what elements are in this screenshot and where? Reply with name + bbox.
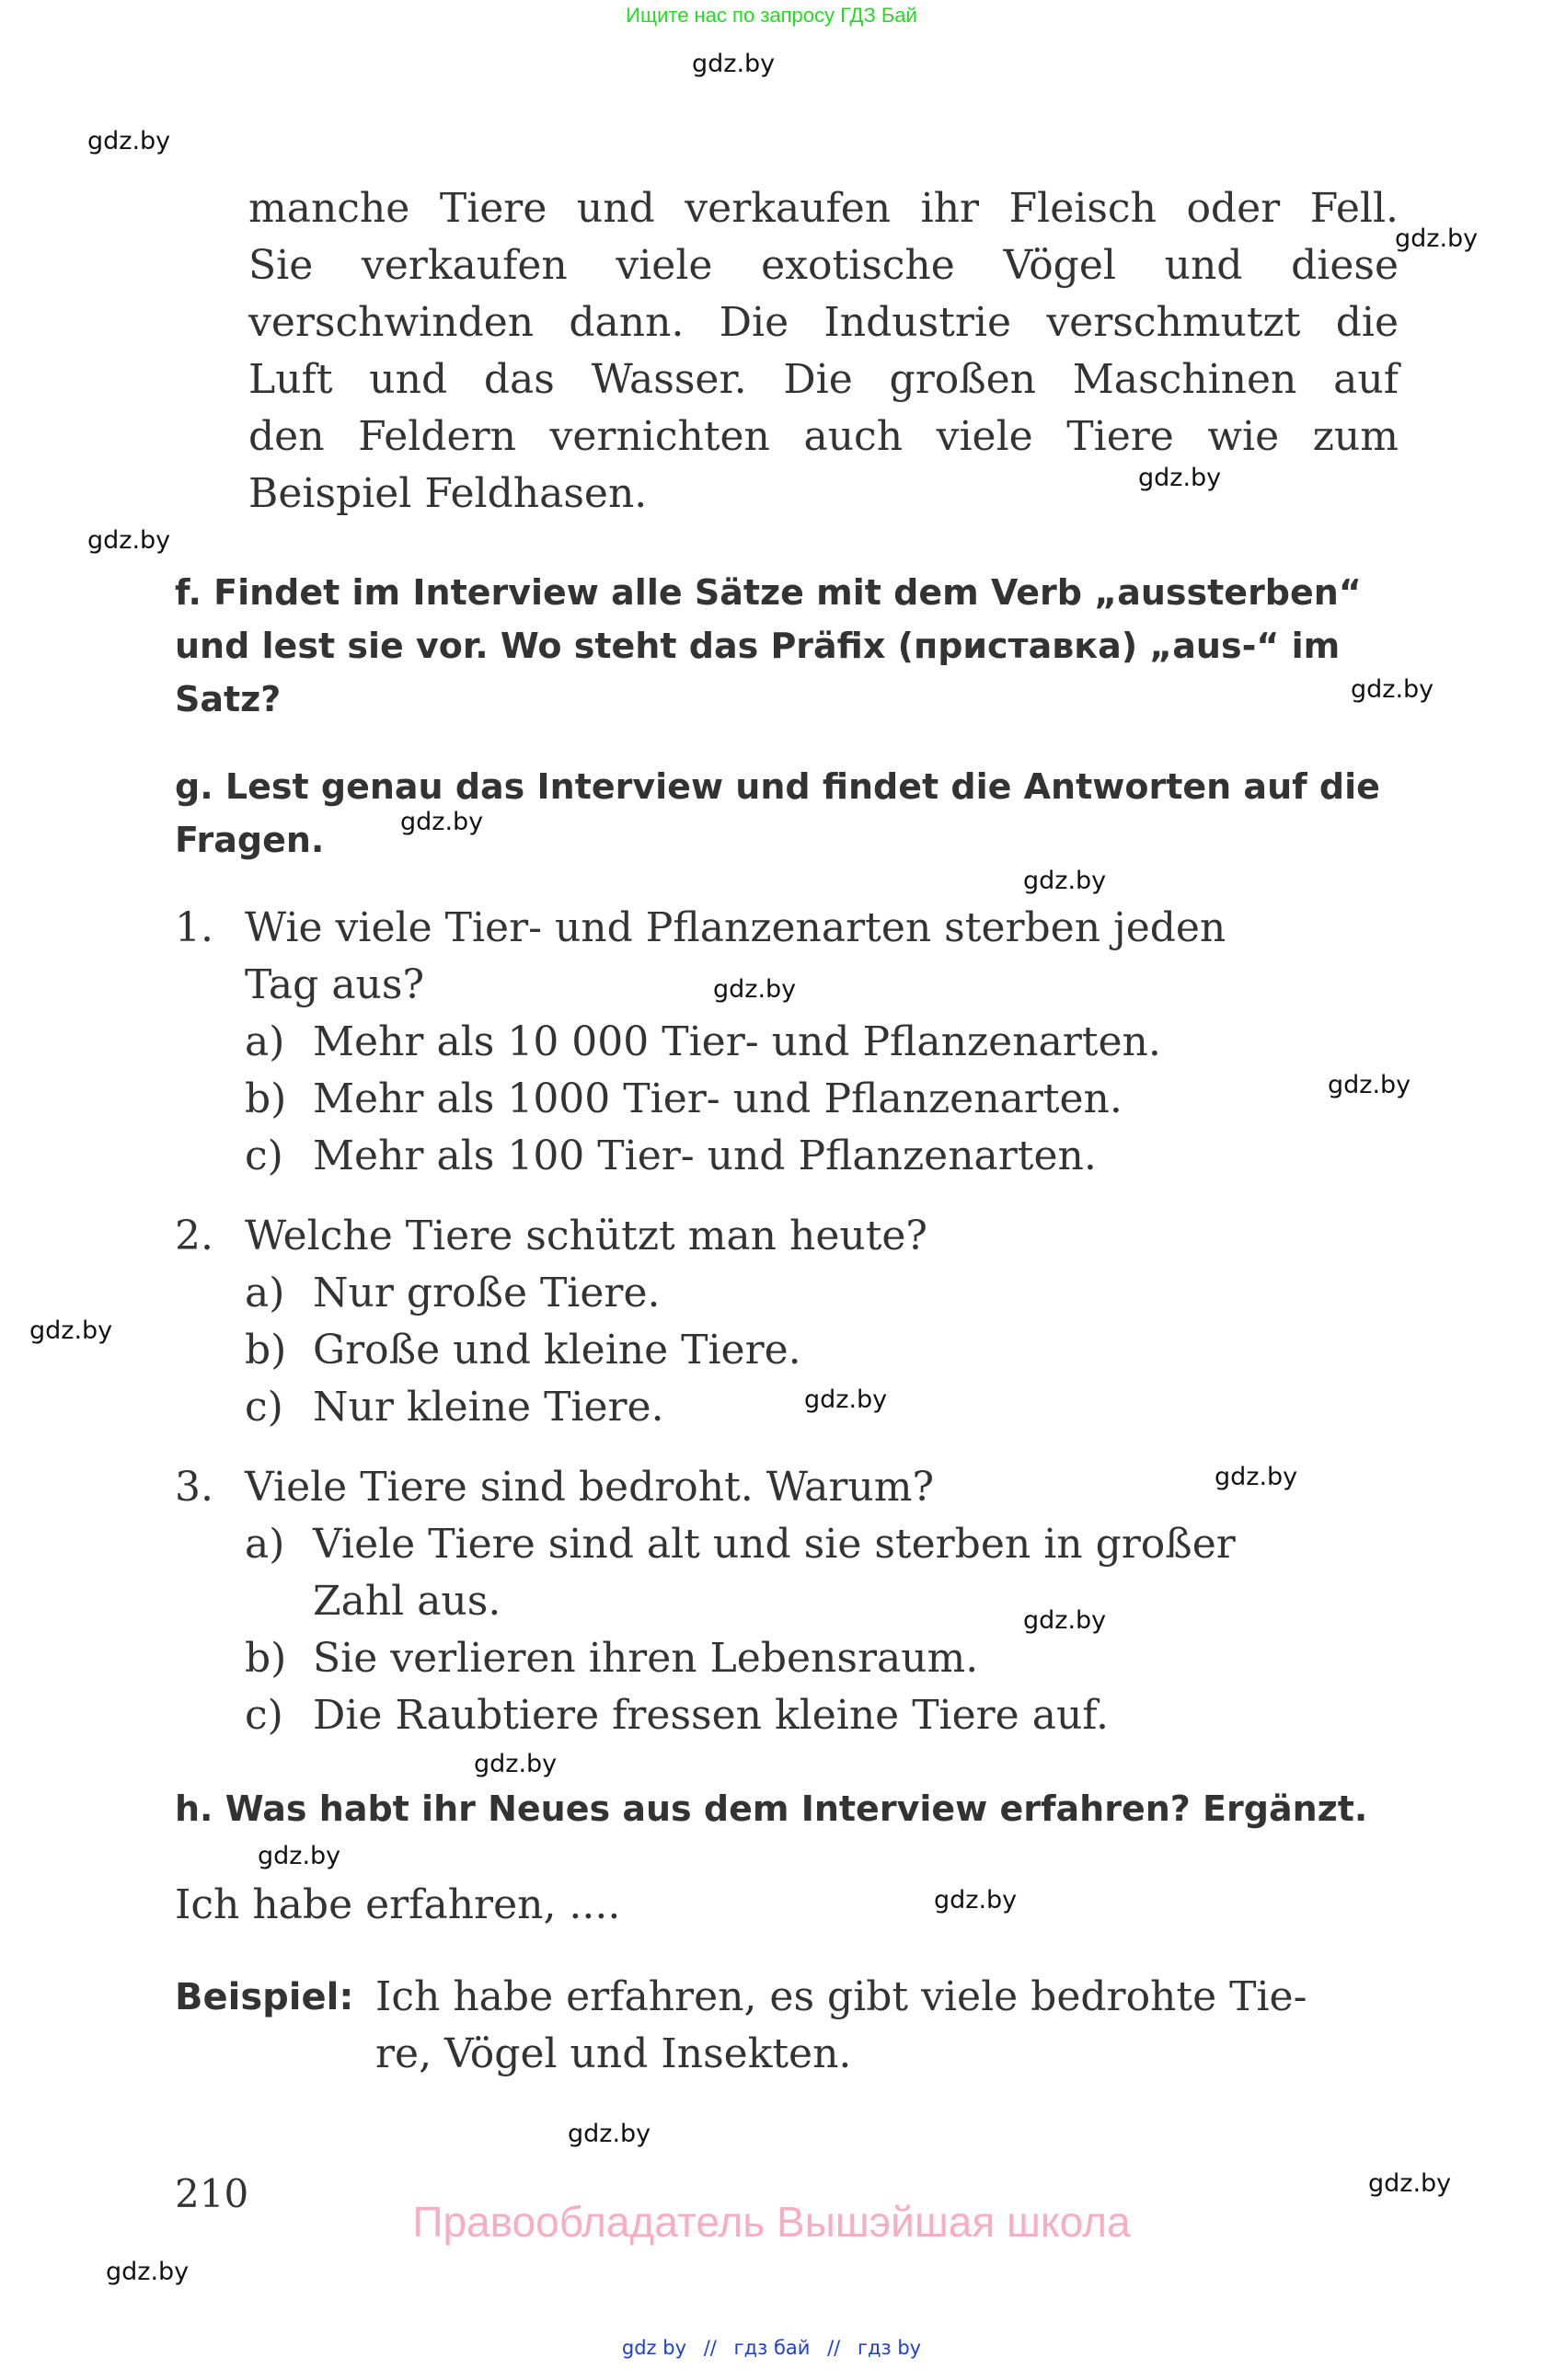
watermark: gdz.by <box>1138 464 1222 492</box>
watermark: gdz.by <box>87 526 171 555</box>
watermark: gdz.by <box>804 1385 888 1414</box>
task-g-line: Fragen. <box>175 820 325 860</box>
option-letter: a) <box>245 1521 285 1568</box>
footer-link-gdz-by-cyr[interactable]: гдз by <box>857 2337 922 2359</box>
option-text-continued: Zahl aus. <box>313 1578 501 1625</box>
watermark: gdz.by <box>87 127 171 155</box>
watermark: gdz.by <box>1328 1071 1411 1099</box>
answer-option[interactable] <box>245 1516 1399 1630</box>
question-2 <box>175 1208 1399 1436</box>
watermark: gdz.by <box>474 1750 558 1778</box>
watermark: gdz.by <box>106 2258 190 2286</box>
option-letter: b) <box>245 1327 287 1374</box>
watermark: gdz.by <box>1023 867 1107 895</box>
footer-links <box>0 2337 1543 2359</box>
task-f-line: f. Findet im Interview alle Sätze mit dem Verb „aussterben“ <box>175 572 1362 613</box>
task-h <box>175 1782 1399 1835</box>
option-text: Mehr als 10 000 Tier- und Pflanzenarten. <box>313 1018 1161 1065</box>
option-text: Große und kleine Tiere. <box>313 1327 801 1374</box>
question-number: 3. <box>175 1464 213 1511</box>
top-banner[interactable]: Ищите нас по запросу ГДЗ Бай <box>626 4 917 27</box>
option-letter: b) <box>245 1075 287 1122</box>
option-letter: a) <box>245 1018 285 1065</box>
option-letter: c) <box>245 1692 283 1739</box>
task-f-line: Satz? <box>175 679 282 719</box>
question-text: Wie viele Tier- und Pflanzenarten sterben jeden <box>245 904 1226 951</box>
option-text: Mehr als 1000 Tier- und Pflanzenarten. <box>313 1075 1123 1122</box>
question-number: 2. <box>175 1213 213 1259</box>
question-text: Welche Tiere schützt man heute? <box>245 1213 928 1259</box>
task-h-text: h. Was habt ihr Neues aus dem Interview erfahren? Ergänzt. <box>175 1788 1368 1829</box>
answer-option[interactable] <box>245 1322 1399 1379</box>
option-letter: c) <box>245 1384 283 1431</box>
example-line: re, Vögel und Insekten. <box>375 2030 852 2077</box>
example-block <box>175 1969 1399 2083</box>
option-text: Viele Tiere sind alt und sie sterben in großer <box>313 1521 1236 1568</box>
reading-paragraph <box>248 180 1399 523</box>
task-g <box>175 760 1399 867</box>
option-letter: c) <box>245 1133 283 1179</box>
watermark: gdz.by <box>29 1316 113 1345</box>
paragraph-line: manche Tiere und verkaufen ihr Fleisch oder Fell. <box>248 185 1399 232</box>
watermark: gdz.by <box>692 50 776 78</box>
paragraph-line: Beispiel Feldhasen. <box>248 470 648 517</box>
watermark: gdz.by <box>713 975 797 1004</box>
question-3 <box>175 1459 1399 1744</box>
answer-option[interactable] <box>245 1630 1399 1687</box>
watermark: gdz.by <box>1023 1606 1107 1635</box>
paragraph-line: verschwinden dann. Die Industrie verschmutzt die <box>248 299 1399 346</box>
watermark: gdz.by <box>1368 2169 1452 2198</box>
question-number: 1. <box>175 904 213 951</box>
task-f <box>175 566 1399 726</box>
rights-holder-notice: Правообладатель Вышэйшая школа <box>412 2198 1131 2246</box>
answer-option[interactable] <box>245 1687 1399 1744</box>
option-text: Nur große Tiere. <box>313 1270 661 1316</box>
example-label: Beispiel: <box>175 1976 354 2018</box>
page-number: 210 <box>175 2171 249 2216</box>
task-f-line: und lest sie vor. Wo steht das Präfix (приставка) „aus-“ im <box>175 626 1341 666</box>
question-text: Tag aus? <box>245 961 425 1008</box>
answer-option[interactable] <box>245 1379 1399 1436</box>
paragraph-line: Luft und das Wasser. Die großen Maschinen auf <box>248 356 1399 403</box>
example-line: Ich habe erfahren, es gibt viele bedrohte Tie- <box>375 1973 1307 2020</box>
watermark: gdz.by <box>1215 1463 1298 1491</box>
task-g-line: g. Lest genau das Interview und findet die Antworten auf die <box>175 766 1380 807</box>
answer-option[interactable] <box>245 1265 1399 1322</box>
option-text: Die Raubtiere fressen kleine Tiere auf. <box>313 1692 1109 1739</box>
option-letter: b) <box>245 1635 287 1682</box>
option-text: Sie verlieren ihren Lebensraum. <box>313 1635 979 1682</box>
answer-prompt: Ich habe erfahren, .... <box>175 1881 621 1928</box>
option-letter: a) <box>245 1270 285 1316</box>
footer-separator: // <box>703 2337 717 2359</box>
footer-link-gdz-bai[interactable]: гдз бай <box>733 2337 811 2359</box>
footer-link-gdz-by[interactable]: gdz by <box>621 2337 687 2359</box>
paragraph-line: den Feldern vernichten auch viele Tiere wie zum <box>248 413 1399 460</box>
answer-option[interactable] <box>245 1071 1399 1128</box>
question-1 <box>175 900 1399 1185</box>
watermark: gdz.by <box>1395 224 1479 253</box>
watermark: gdz.by <box>934 1886 1018 1914</box>
paragraph-line: Sie verkaufen viele exotische Vögel und diese <box>248 242 1399 289</box>
watermark: gdz.by <box>258 1842 341 1870</box>
watermark: gdz.by <box>400 808 484 836</box>
footer-separator: // <box>827 2337 841 2359</box>
watermark: gdz.by <box>1351 675 1434 704</box>
answer-option[interactable] <box>245 1128 1399 1185</box>
watermark: gdz.by <box>568 2120 651 2148</box>
answer-option[interactable] <box>245 1014 1399 1071</box>
option-text: Nur kleine Tiere. <box>313 1384 664 1431</box>
option-text: Mehr als 100 Tier- und Pflanzenarten. <box>313 1133 1097 1179</box>
question-text: Viele Tiere sind bedroht. Warum? <box>245 1464 935 1511</box>
